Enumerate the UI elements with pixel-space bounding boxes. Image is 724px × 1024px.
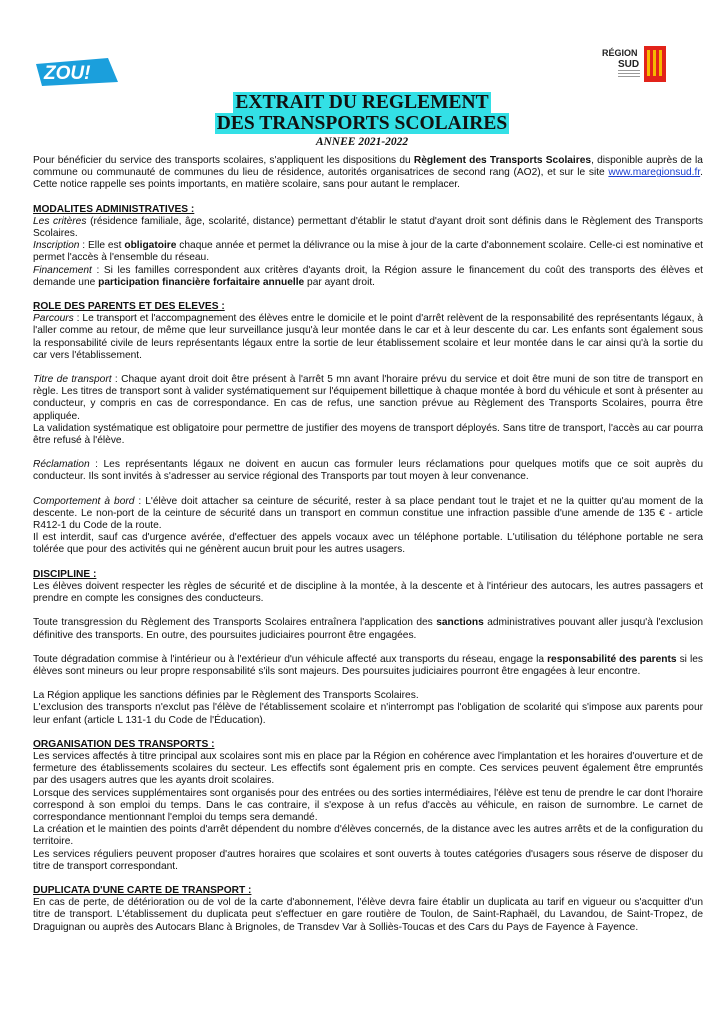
discipline-paragraph-4: La Région applique les sanctions définies par le Règlement des Transports Scolaires. — [33, 690, 419, 702]
comportement-paragraph: Comportement à bord : L'élève doit attacher sa ceinture de sécurité, rester à sa place pendant tout le trajet et ne la quitter qu'au moment de la descente. Le non-port de la ceinture de sécurité dans un transport en commun constitue une infraction passible d'une amende de 135 € - article R412-1 du Code de la route. — [33, 495, 703, 532]
organisation-paragraph-1: Les services affectés à titre principal aux scolaires sont mis en place par la Région en cohérence avec l'implantation et les horaires d'ouverture et de fermeture des établissements scolaires du secteur. Les effectifs sont également pris en compte. Ces services peuvent également être empruntés par des usagers autres que les ayants droit scolaires. — [33, 750, 703, 787]
title-line-1: EXTRAIT DU REGLEMENT — [235, 92, 489, 113]
reclamation-paragraph: Réclamation : Les représentants légaux ne doivent en aucun cas formuler leurs réclamations pour quelques motifs que ce soit auprès du conducteur. Ils sont invités à s'adresser au service régional des Transports par tout moyen à leur convenance. — [33, 459, 703, 483]
organisation-paragraph-4: Les services réguliers peuvent proposer d'autres horaires que scolaires et sont ouverts à toutes catégories d'usagers sous réserve de disposer du titre de transport correspondant. — [33, 848, 703, 872]
region-logo-text-top: RÉGION — [602, 48, 638, 58]
criteres-paragraph: Les critères (résidence familiale, âge, scolarité, distance) permettant d'établir le statut d'ayant droit sont définis dans le Règlement des Transports Scolaires. — [33, 215, 704, 240]
discipline-paragraph-5: L'exclusion des transports n'exclut pas l'élève de l'établissement scolaire et n'interrompt pas l'obligation de scolarité qui s'impose aux parents pour leur enfant (article L 131-1 du Code de l'Éducation). — [33, 702, 703, 726]
section-heading-organisation: ORGANISATION DES TRANSPORTS : — [33, 738, 215, 750]
region-sud-logo — [600, 44, 670, 86]
region-logo-text-bottom: SUD — [618, 59, 640, 70]
discipline-paragraph-1: Les élèves doivent respecter les règles de sécurité et de discipline à la montée, à la descente et à l'intérieur des autocars, les autres passagers et prendre en compte les consignes des conducteurs. — [33, 580, 703, 605]
discipline-paragraph-3: Toute dégradation commise à l'intérieur ou à l'extérieur d'un véhicule affecté aux transports du réseau, engage la responsabilité des parents si les élèves sont mineurs ou leur propre responsabilité s'ils sont majeurs. Des poursuites judiciaires pourront être engagées à leur encontre. — [33, 653, 703, 677]
document-header — [0, 92, 724, 148]
section-heading-duplicata: DUPLICATA D'UNE CARTE DE TRANSPORT : — [33, 884, 252, 896]
duplicata-paragraph: En cas de perte, de détérioration ou de vol de la carte d'abonnement, l'élève devra faire établir un duplicata au tarif en vigueur ou s'acquitter d'un titre de transport. L'établissement du duplicata peut s'effectuer en gare routière de Toulon, de Saint-Raphaël, du Lavandou, de Saint-Tropez, de Draguignan ou auprès des Autocars Blanc à Brignoles, de Transdev Var à Solliès-Toucas et des Cars du Pays de Fayence à Fayence. — [33, 897, 703, 933]
section-heading-discipline: DISCIPLINE : — [33, 568, 97, 580]
inscription-paragraph: Inscription : Elle est obligatoire chaque année et permet la délivrance ou la mise à jour de la carte d'abonnement scolaire. Celle-ci est nominative et permet l'accès à l'ensemble du réseau. — [33, 240, 704, 264]
school-year: ANNEE 2021-2022 — [315, 136, 409, 148]
telephone-paragraph: Il est interdit, sauf cas d'urgence avérée, d'effectuer des appels vocaux avec un téléphone portable. L'utilisation du téléphone portable ne sera tolérée que pour des activités qui ne génèrent aucun bruit pour les autres usagers. — [33, 532, 703, 556]
organisation-paragraph-2: Lorsque des services supplémentaires sont organisés pour des entrées ou des sorties intermédiaires, l'élève est tenu de prendre le car dont l'horaire correspond à son emploi du temps. Dans le cas contraire, il s'expose à un refus d'accès au véhicule, en raison de surnombre. Le carnet de correspondance mentionnant l'emploi du temps sera demandé. — [33, 787, 703, 823]
reglement-bold: Règlement des Transports Scolaires — [413, 155, 592, 166]
intro-paragraph: Pour bénéficier du service des transports scolaires, s'appliquent les dispositions du Règlement des Transports Scolaires, disponible auprès de la commune ou communauté de communes du lieu de résidence, autorités organisatrices de second rang (AO2), et sur le site www.maregionsud.fr. Cette notice rappelle ses points importants, en matière scolaire, sans pour autant le remplacer. — [33, 155, 703, 191]
discipline-paragraph-2: Toute transgression du Règlement des Transports Scolaires entraînera l'application des sanctions administratives pouvant aller jusqu'à l'exclusion définitive des transports. En outre, des poursuites judiciaires pourront être engagées. — [33, 617, 703, 641]
organisation-paragraph-3: La création et le maintien des points d'arrêt dépendent du nombre d'élèves concernés, de la distance avec les autres arrêts et de la configuration du territoire. — [33, 824, 703, 848]
region-website-link[interactable]: www.maregionsud.fr — [608, 167, 701, 179]
title-line-2: DES TRANSPORTS SCOLAIRES — [216, 113, 508, 134]
titre-transport-paragraph: Titre de transport : Chaque ayant droit doit être présent à l'arrêt 5 mn avant l'horaire prévu du service et doit être muni de son titre de transport en règle. Les titres de transport sont à valider systématiquement sur l'équipement billettique à chaque montée à bord du véhicule et sont à présenter au conducteur, y compris en cas de correspondance. En cas de refus, une sanction prévue au Règlement des Transports Scolaires, pourra être appliquée. — [33, 374, 703, 422]
document-body — [33, 155, 703, 934]
zou-logo — [36, 56, 118, 86]
validation-paragraph: La validation systématique est obligatoire pour permettre de justifier des moyens de transport déployés. Sans titre de transport, l'accès au car pourra être refusé à l'élève. — [33, 422, 703, 447]
section-heading-role: ROLE DES PARENTS ET DES ELEVES : — [33, 301, 225, 313]
financement-paragraph: Financement : Si les familles correspondent aux critères d'ayants droit, la Région assure le financement du coût des transports des élèves et demande une participation financière forfaitaire annuelle par ayant droit. — [33, 264, 703, 288]
parcours-paragraph: Parcours : Le transport et l'accompagnement des élèves entre le domicile et le point d'arrêt relèvent de la responsabilité des représentants légaux, à l'aller comme au retour, de même que leur surveillance jusqu'à leur montée dans le car et à leur descente du car. Les enfants sont également sous la responsabilité civile de leurs représentants légaux entre la sortie de leur établissement scolaire et leur montée dans le car ainsi qu'à la sortie du car vers l'établissement. — [33, 313, 703, 361]
section-heading-modalites: MODALITES ADMINISTRATIVES : — [33, 203, 195, 215]
zou-logo-text: ZOU! — [44, 63, 91, 84]
